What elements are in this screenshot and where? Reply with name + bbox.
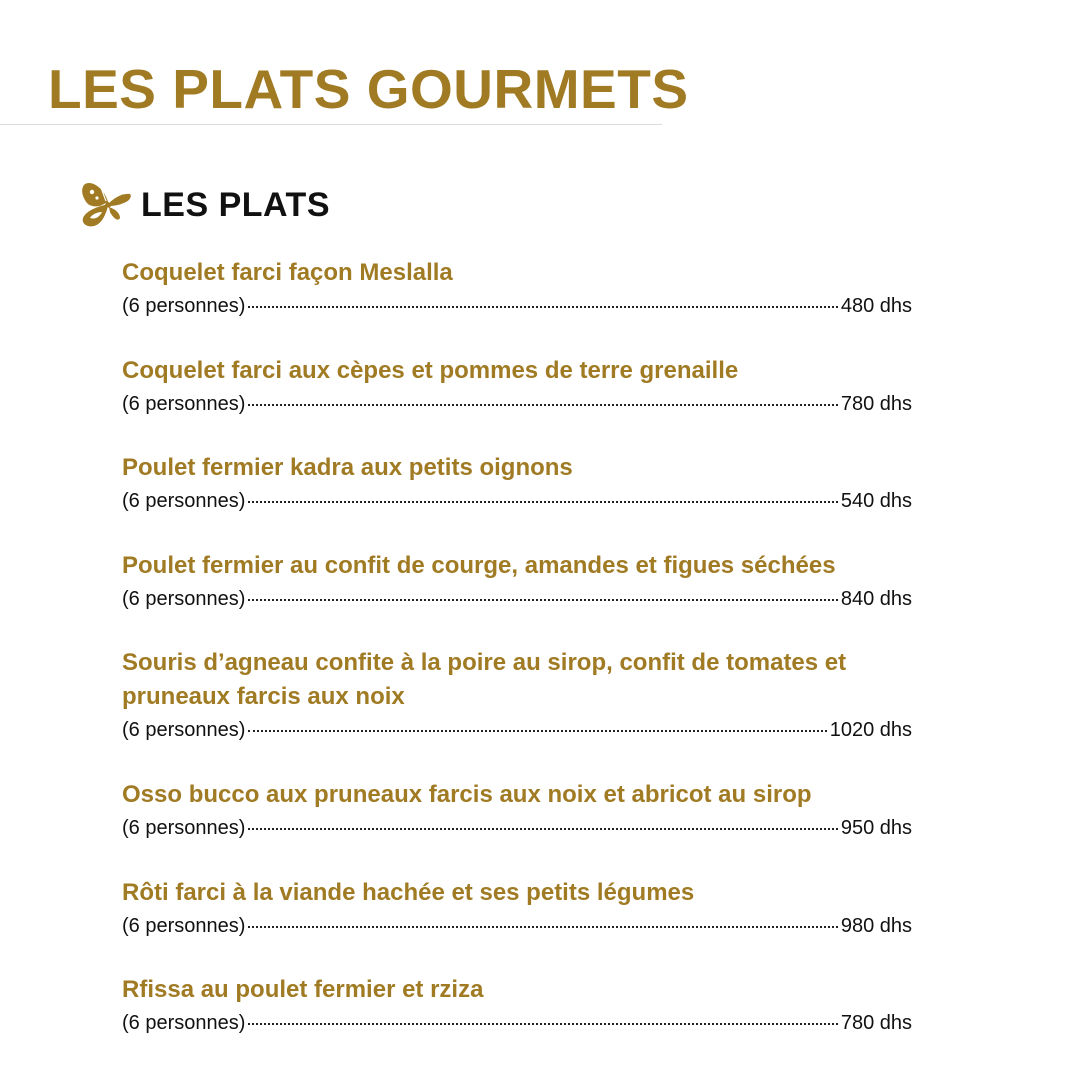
item-name: Coquelet farci aux cèpes et pommes de terre grenaille [122, 357, 739, 384]
menu-item [122, 973, 912, 1039]
item-name-continued: pruneaux farcis aux noix [122, 683, 405, 710]
item-serves: (6 personnes) [122, 393, 246, 415]
item-name: Rôti farci à la viande hachée et ses petits légumes [122, 879, 695, 906]
dot-leader [248, 501, 837, 503]
item-price: 780 dhs [840, 393, 912, 415]
item-price-row [122, 1007, 912, 1039]
dot-leader [248, 828, 837, 830]
menu-item [122, 549, 912, 615]
item-price-row [122, 583, 912, 615]
item-name: Souris d’agneau confite à la poire au sirop, confit de tomates et [122, 649, 847, 676]
item-price-row [122, 485, 912, 517]
item-serves: (6 personnes) [122, 588, 246, 610]
item-serves: (6 personnes) [122, 1012, 246, 1034]
item-price: 780 dhs [840, 1012, 912, 1034]
item-name: Poulet fermier kadra aux petits oignons [122, 454, 573, 481]
dot-leader [248, 404, 837, 406]
butterfly-icon [78, 180, 134, 230]
menu-item [122, 876, 912, 942]
menu-item [122, 354, 912, 420]
item-price: 480 dhs [840, 295, 912, 317]
menu-item [122, 778, 912, 844]
menu-item [122, 646, 912, 746]
item-price-row [122, 290, 912, 322]
item-price: 840 dhs [840, 588, 912, 610]
item-name: Osso bucco aux pruneaux farcis aux noix et abricot au sirop [122, 781, 812, 808]
item-serves: (6 personnes) [122, 490, 246, 512]
dot-leader [248, 730, 826, 732]
dot-leader [248, 599, 837, 601]
page-title: LES PLATS GOURMETS [48, 58, 689, 120]
menu-item [122, 451, 912, 517]
item-serves: (6 personnes) [122, 719, 246, 741]
dot-leader [248, 306, 837, 308]
item-price: 950 dhs [840, 817, 912, 839]
item-price-row [122, 714, 912, 746]
section-header [78, 180, 330, 230]
dot-leader [248, 1023, 837, 1025]
item-price-row [122, 910, 912, 942]
item-price: 540 dhs [840, 490, 912, 512]
menu-item [122, 256, 912, 322]
item-name: Poulet fermier au confit de courge, amandes et figues séchées [122, 552, 836, 579]
item-serves: (6 personnes) [122, 817, 246, 839]
item-price: 980 dhs [840, 915, 912, 937]
item-serves: (6 personnes) [122, 295, 246, 317]
item-serves: (6 personnes) [122, 915, 246, 937]
item-price-row [122, 812, 912, 844]
title-divider [0, 124, 662, 125]
item-price-row [122, 388, 912, 420]
section-title: LES PLATS [141, 186, 330, 224]
item-name: Coquelet farci façon Meslalla [122, 259, 453, 286]
dot-leader [248, 926, 837, 928]
item-name: Rfissa au poulet fermier et rziza [122, 976, 484, 1003]
item-price: 1020 dhs [829, 719, 912, 741]
